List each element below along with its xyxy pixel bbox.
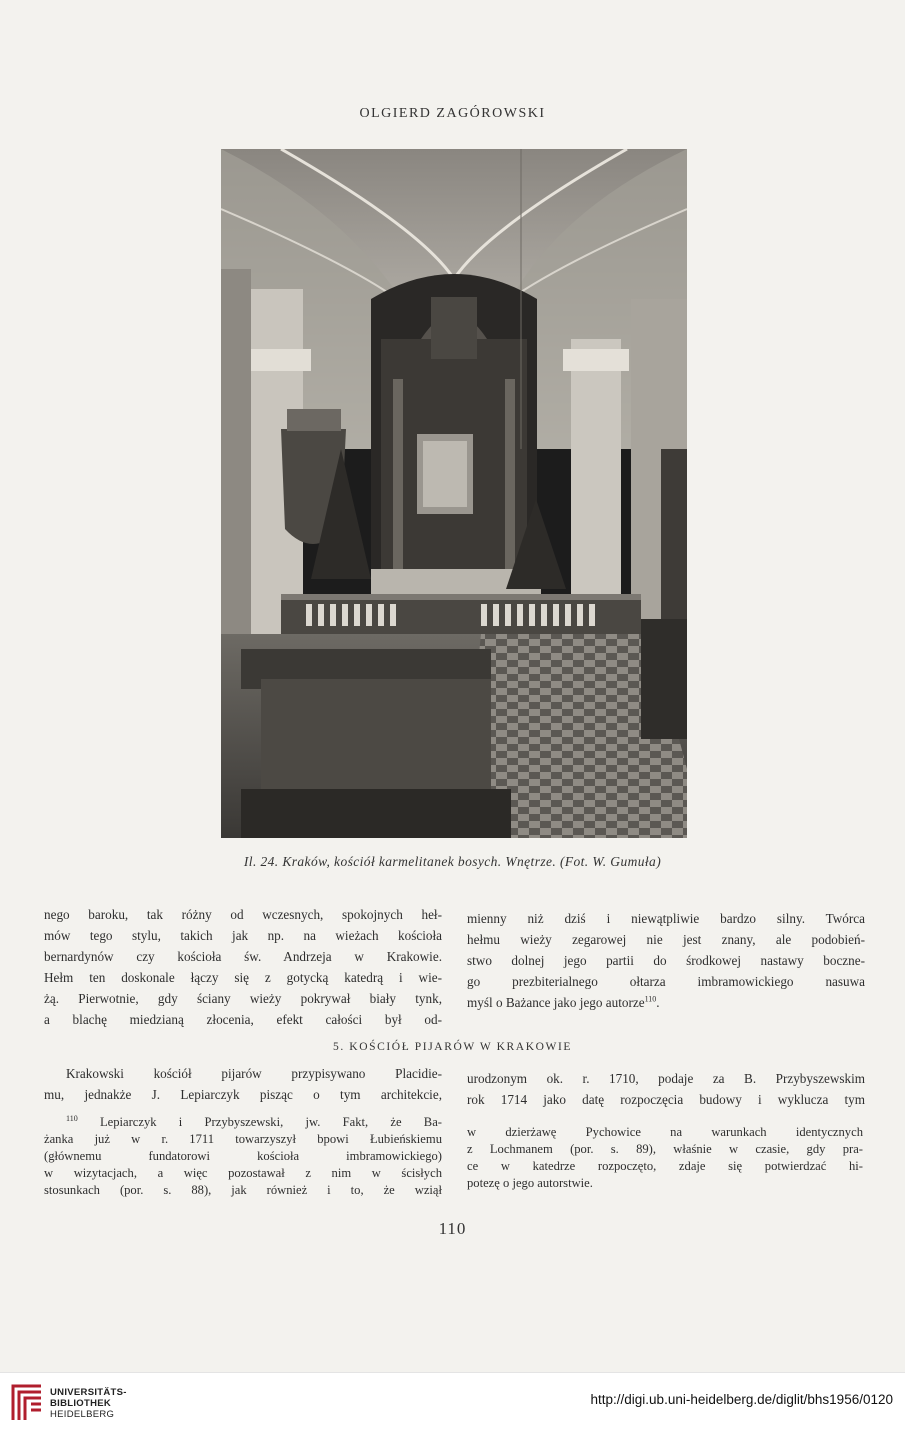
footnote-left <box>44 1114 442 1199</box>
text-line: z Lochmanem (por. s. 89), właśnie w czasie, gdy pra- <box>467 1142 863 1156</box>
text-line: ce w katedrze rozpoczęto, zdaje się potwierdzać hi- <box>467 1159 863 1173</box>
text-line: a blachę miedzianą złocenia, efekt całości był od- <box>44 1012 442 1027</box>
text-fragment: . <box>656 995 660 1010</box>
church-interior-photo <box>221 149 687 838</box>
footnote-right <box>467 1124 863 1192</box>
text-line: w dzierżawę Pychowice na warunkach identycznych <box>467 1125 863 1139</box>
text-line: Hełm ten doskonale łączy się z gotycką katedrą i wie- <box>44 970 442 985</box>
left-column-top <box>44 904 442 1030</box>
right-column-section <box>467 1068 865 1110</box>
text-line: urodzonym ok. r. 1710, podaje za B. Przybyszewskim <box>467 1071 865 1086</box>
text-fragment: Lepiarczyk i Przybyszewski, jw. Fakt, że Ba- <box>99 1115 442 1129</box>
text-line: bernardynów czy kościoła św. Andrzeja w Krakowie. <box>44 949 442 964</box>
right-column-top <box>467 908 865 1013</box>
text-line: hełmu wieży zegarowej nie jest znany, ale podobień- <box>467 932 865 947</box>
left-column-section <box>44 1063 442 1105</box>
running-header: OLGIERD ZAGÓROWSKI <box>359 106 546 121</box>
footer-bar <box>0 1372 905 1437</box>
text-fragment: myśl o Bażance jako jego autorze <box>467 995 645 1010</box>
text-line: w wizytacjach, a więc pozostawał z nim w ścisłych <box>44 1166 442 1180</box>
text-line: stosunkach (por. s. 88), jak również i to, że wziął <box>44 1183 442 1197</box>
text-line: (głównemu fundatorowi kościoła imbramowickiego) <box>44 1149 442 1163</box>
figure-caption: Il. 24. Kraków, kościół karmelitanek bosych. Wnętrze. (Fot. W. Gumuła) <box>243 854 662 869</box>
church-interior-illustration <box>221 149 687 838</box>
text-line: żanka już w r. 1711 towarzyszył bpowi Łubieńskiemu <box>44 1132 442 1146</box>
footnote-number: 110 <box>66 1113 78 1123</box>
text-line <box>467 992 865 1013</box>
page-number: 110 <box>438 1219 467 1238</box>
library-name-line: HEIDELBERG <box>50 1409 115 1420</box>
text-line: rok 1714 jako datę rozpoczęcia budowy i wyklucza tym <box>467 1092 865 1107</box>
text-line: Krakowski kościół pijarów przypisywano Placidie- <box>66 1066 442 1081</box>
library-name <box>50 1387 127 1420</box>
library-name-line: BIBLIOTHEK <box>50 1398 112 1409</box>
library-logo-icon <box>10 1383 44 1423</box>
source-url-link[interactable]: http://digi.ub.uni-heidelberg.de/diglit/bhs1956/0120 <box>590 1392 893 1407</box>
text-line: stwo dolnej jego partii do środkowej nastawy boczne- <box>467 953 865 968</box>
library-name-line: UNIVERSITÄTS- <box>50 1387 127 1398</box>
text-line: żą. Pierwotnie, gdy ściany wieży pokrywał biały tynk, <box>44 991 442 1006</box>
text-line: mu, jednakże J. Lepiarczyk pisząc o tym architekcie, <box>44 1087 442 1102</box>
text-line: potezę o jego autorstwie. <box>467 1176 593 1190</box>
text-line <box>44 1114 442 1131</box>
text-line: nego baroku, tak różny od wczesnych, spokojnych heł- <box>44 907 442 922</box>
text-line: mów tego stylu, takich jak np. na wieżach kościoła <box>44 928 442 943</box>
text-line: go prezbiterialnego ołtarza imbramowickiego nasuwa <box>467 974 865 989</box>
text-line: mienny niż dziś i niewątpliwie bardzo silny. Twórca <box>467 911 865 926</box>
footnote-reference: 110 <box>644 994 657 1004</box>
section-title: 5. KOŚCIÓŁ PIJARÓW W KRAKOWIE <box>332 1041 573 1053</box>
